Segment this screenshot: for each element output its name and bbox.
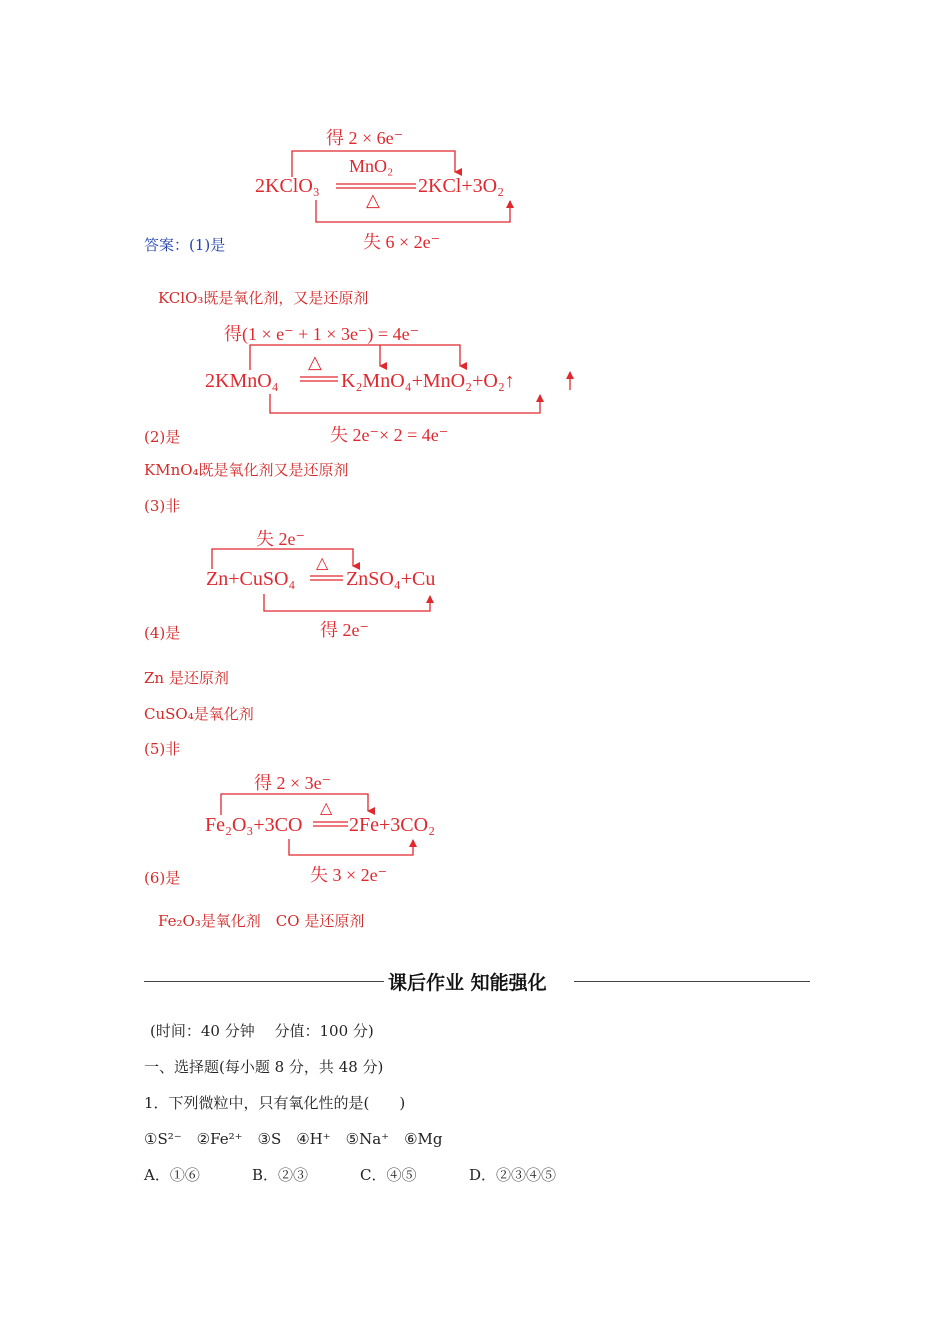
q6-right: 2Fe+3CO₂: [349, 814, 436, 836]
q4-right: ZnSO₄+Cu: [346, 568, 436, 590]
q6-top-label: 得 2 × 3e⁻: [254, 773, 332, 793]
q3-mark: (3)非: [144, 497, 181, 515]
q6-note: Fe₂O₃是氧化剂 CO 是还原剂: [158, 912, 365, 930]
q4-top-label: 失 2e⁻: [256, 529, 305, 549]
q4-note-reductant: Zn 是还原剂: [144, 669, 229, 687]
q2-bottom-arrow: [270, 394, 540, 413]
q6-bottom-label: 失 3 × 2e⁻: [310, 865, 388, 885]
q2-heat: △: [308, 352, 322, 372]
section-title: 课后作业 知能强化: [388, 972, 547, 994]
q2-top-arrow: [250, 345, 460, 370]
option-a[interactable]: A．①⑥: [144, 1166, 200, 1184]
q4-heat: △: [316, 555, 329, 572]
q1-top-label: 得 2 × 6e⁻: [326, 128, 404, 148]
q6-heat: △: [320, 800, 333, 817]
q6-left: Fe₂O₃+3CO: [205, 814, 303, 836]
q6-top-arrow: [221, 794, 368, 815]
q2-note: KMnO₄既是氧化剂又是还原剂: [144, 461, 349, 479]
q5-mark: (5)非: [144, 740, 181, 758]
q4-bottom-arrow: [264, 594, 430, 611]
q2-bottom-label: 失 2e⁻× 2 = 4e⁻: [330, 425, 449, 445]
q4-mark: (4)是: [144, 624, 181, 642]
answer-label: 答案：: [144, 236, 190, 254]
q1-mark: (1)是: [189, 236, 226, 254]
divider-left: [144, 981, 384, 982]
question-1: 1．下列微粒中，只有氧化性的是( ): [144, 1094, 406, 1112]
q4-bottom-label: 得 2e⁻: [320, 620, 369, 640]
q4-top-arrow: [212, 549, 353, 569]
part-heading: 一、选择题(每小题 8 分，共 48 分): [144, 1058, 384, 1076]
q1-left: 2KClO₃: [255, 175, 320, 197]
option-c[interactable]: C．④⑤: [360, 1166, 417, 1184]
q1-catalyst: MnO₂: [349, 156, 394, 176]
q6-bottom-arrow: [289, 839, 413, 855]
option-b[interactable]: B．②③: [252, 1166, 309, 1184]
option-d[interactable]: D．②③④⑤: [469, 1166, 557, 1184]
q1-bottom-arrow: [316, 200, 510, 222]
divider-right: [574, 981, 810, 982]
q1-heat: △: [366, 190, 380, 210]
question-1-items: ①S²⁻ ②Fe²⁺ ③S ④H⁺ ⑤Na⁺ ⑥Mg: [144, 1130, 443, 1148]
q4-note-oxidant: CuSO₄是氧化剂: [144, 705, 254, 723]
q2-right: K₂MnO₄+MnO₂+O₂↑: [341, 370, 515, 392]
time-info: (时间：40 分钟 分值：100 分): [150, 1022, 374, 1040]
answer-line: [144, 234, 225, 255]
q2-top-label: 得(1 × e⁻ + 1 × 3e⁻) = 4e⁻: [224, 324, 420, 344]
q1-note: KClO₃既是氧化剂，又是还原剂: [158, 289, 369, 307]
q2-mark: (2)是: [144, 428, 181, 446]
q6-mark: (6)是: [144, 869, 181, 887]
q4-left: Zn+CuSO₄: [206, 568, 296, 590]
q1-right: 2KCl+3O₂: [418, 175, 505, 197]
q2-left: 2KMnO₄: [205, 370, 279, 392]
q1-bottom-label: 失 6 × 2e⁻: [363, 232, 441, 252]
